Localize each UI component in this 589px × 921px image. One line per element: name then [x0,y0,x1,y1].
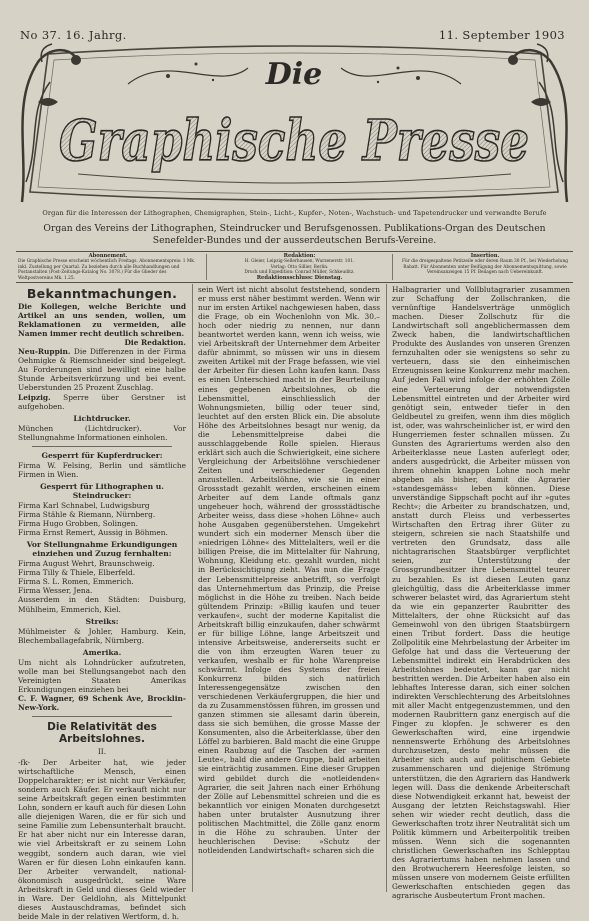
section-lichtdrucker: Lichtdrucker. [73,413,131,423]
column-3 [392,285,570,901]
text-neu-ruppin: Die Differenzen in der Firma Oehmigke & Riemschneider sind beigelegt. Au Forderungen sind bewilligt eine halbe Stunde Arbeitsverkürzung und bei event. Ueberstunden 25 Prozent Zuschlag. [18,347,186,393]
organ-association: Organ des Vereins der Lithographen, Steindrucker und Berufsgenossen. Publikations-Organ des Deutschen Senefelder-Bundes und der ausserdeutschen Berufs-Vereine. [43,223,546,246]
amerika-contact: C. F. Wagner, 69 Schenk Ave, Brocklin-New-York. [18,693,186,712]
gesperrt-litho-list [18,501,186,537]
article-body-col2: sein Wert ist nicht absolut feststehend, sondern er muss erst näher bestimmt werden. Wenn wir nur im ersten Artikel nachgewiesen haben, dass die Frage, ob ein Wochenlohn von Mk. 30.– hoch oder niedrig zu nennen, nur dann beantwortet werden kann, wenn ich weiss, wie viel Arbeitskraft der Unternehmer dem Arbeiter dafür abnimmt, so müssen wir uns in diesem zweiten Artikel mit der Frage befassen, wie viel der Arbeiter für diesen Lohn kaufen kann. Dass es einen Unterschied macht in der Beurteilung eines gegebenen Arbeitslohnes, ob die Lebensmittel, einschliesslich der Wohnungsmieten, billig oder teuer sind, leuchtet auf den ersten Blick ein. Die absolute Höhe des Arbeitslohnes besagt nur wenig, da die Lebensmittelpreise dabei die ausschlaggebende Rolle spielen. Hieraus erklärt sich auch die Schwierigkeit, eine sichere Vergleichung der Arbeitslöhne verschiedener Zeiten und verschiedener Gegenden anzustellen. Arbeitslöhne, wie sie in einer Grossstadt gezahlt werden, erscheinen einem Arbeiter auf dem Lande oftmals ganz ungeheuer hoch, während der grossstädtische Arbeiter weiss, dass diese »hohen Löhne« auch hohe Ausgaben gegenüberstehen. Umgekehrt wundert sich ein moderner Mensch über die »niedrigen Löhne« des Mittelalters, weil er die billigen Preise, die im Mittelalter für Nahrung, Wohnung, Kleidung etc. gezahlt wurden, nicht in Berücksichtigung zieht. Was nun die Frage der Lebensmittelpreise anbetrifft, so verfolgt das Unternehmertum das Prinzip, die Preise möglichst in die Höhe zu treiben. Nach beide gültendem Prinzip: »Billig kaufen und teuer verkaufen«, sucht der moderne Kapitalist die Arbeitskraft billig einzukaufen, daher schwärmt er für billige Löhne, lange Arbeitszeit und intensive Arbeitsweise, andererseits sucht er die von ihm erzeugten Waren teuer zu verkaufen, weshalb er für hohe Warenpreise schwärmt. Infolge des Systems der freien Konkurrenz bilden sich natürlich Interessengegensätze zwischen den verschiedenen Verkäufergruppen, die hier und da zu Zusammenstössen führen, im grossen und ganzen stimmen sie allesamt darin überein, dass sie sich bemühen, die grosse Masse der Konsumenten, also die Arbeiterklasse, über den Löffel zu barbieren. Bald macht die eine Gruppe einen Raubzug auf die Taschen der »armen Leute«, bald die andere Gruppe, bald arbeiten sie einträchtig zusammen. Eine dieser Gruppen wird gebildet durch die »notleidenden« Agrarier, die seit Jahren nach einer Erhöhung der Zölle auf Lebensmittel schreien und die es bekanntlich vor einigen Monaten durchgesetzt haben unter brutalster Ausnutzung ihrer politischen Machtmittel, die Zölle ganz enorm in die Höhe zu schrauben. Unter der heuchlerischen Devise: »Schutz der notleidenden Landwirtschaft« scharen sich die [198,285,380,855]
article-body-col1: -fk- Der Arbeiter hat, wie jeder wirtschaftliche Mensch, einen Doppelcharakter; er ist nicht nur Verkäufer, sondern auch Käufer. Er verkauft nicht nur seine Arbeitskraft gegen einen bestimmten Lohn, sondern er kauft auch für diesen Lohn alle diejenigen Waren, die er für sich und seine Familie zum Lebensunterhalt braucht. Er hat aber nicht nur ein Interesse daran, wie viel Arbeitskraft er zu seinem Lohn weggibt, sondern auch daran, wie viel Waren er für diesen Lohn einkaufen kann. Der Arbeiter verwandelt, national-ökonomisch ausgedrückt, seine Ware Arbeitskraft in Geld und dieses Geld wieder in Ware. Der Geldlohn, als Mittelpunkt dieses Austauschdramas, befindet sich beide Male in der relativen Wertform, d. h. [18,758,186,921]
list-item: Firma Wesser, Jena. [18,586,93,596]
place-leipzig: Leipzig. [18,392,51,402]
list-item: Firma Hugo Grobben, Solingen. [18,519,138,529]
masthead-title: Graphische Presse [59,108,529,174]
section-vor-stellungnahme: Vor Stellungnahme Erkundigungen einziehen und Zuzug fernhalten: [26,540,178,559]
notice-neu-ruppin [18,347,186,392]
redaktion-address: H. Gleier, Leipzig-Sellerhausen, Wurzenerstr. 101. [244,259,355,265]
insertion-box [399,254,571,280]
organ-subtitle: Organ für die Interessen der Lithographen, Chemigraphen, Stein-, Licht-, Kupfer-, Noten-, Wachstuch- und Tapetendrucker und verwandte Berufe [42,209,547,217]
issue-date: 11. September 1903 [438,28,565,42]
notice-intro-sign: Die Redaktion. [124,338,186,348]
issue-line [20,28,565,42]
column-2 [198,285,380,895]
list-item: Firma Karl Schnabel, Ludwigsburg [18,500,150,510]
article-title: Die Relativität des Arbeitslohnes. [47,721,157,746]
abonnement-title: Abonnement. [88,253,128,259]
column-1 [18,285,186,921]
ornament-swirl-left [128,68,248,84]
section-amerika: Amerika. [82,647,122,657]
redaktion-box [206,254,393,280]
place-neu-ruppin: Neu-Ruppin. [18,347,71,357]
ausserdem-staedte: Ausserdem in den Städten: Duisburg, Mühlheim, Emmerich, Kiel. [18,595,186,614]
notice-muenchen: München (Lichtdrucker). Vor Stellungnahme Informationen einholen. [18,423,186,442]
insertion-title: Insertion. [470,253,500,259]
section-heading-bekanntmachungen: Bekanntmachungen. [26,286,178,301]
column-divider [192,284,193,892]
text-leipzig: Sperre über Gerstner ist aufgehoben. [18,392,186,411]
divider [32,716,172,717]
article-body-col3: Halbagrarier und Vollblutagrarier zusammen zur Schaffung der Zollschranken, die vernünftige Handelsverträge unmöglich machen. Dieser Zollschutz für die Landwirtschaft soll angeblichermassen dem Zweck haben, die landwirtschaftlichen Produkte des Auslandes von unseren Grenzen fernzuhalten oder sie wenigstens so sehr zu verteuern, dass sie den einheimischen Erzeugnissen keine Konkurrenz mehr machen. Auf jeden Fall wird infolge der erhöhten Zölle eine Verteuerung der notwendigsten Lebensmittel eintreten und der Arbeiter wird genötigt sein, entweder tiefer in den Geldbeutel zu greifen, wenn ihm dies möglich ist, oder, was wahrscheinlicher ist, er wird den Hungerriemen fester schnallen müssen. Zu Gunsten des Agrariertums werden also den Arbeiterklasse neue Lasten auferlegt oder, anders ausgedrückt, die Arbeiter müssen von ihrem ohnehin knappen Lohne noch mehr abgeben als bisher, damit die Agrarier »standesgemäss« leben können. Diese unverständige Sippschaft pocht auf ihr »gutes Recht«; die Arbeiter zu brandschatzen, und, anstatt durch Fleiss und verbessertes Wirtschaften den Ertrag ihrer Güter zu steigern, schreien sie nach Staatshilfe und vertreten den Grundsatz, dass alle nichtagrarischen Staatsbürger verpflichtet seien, zur Unterstützung der Grossgrundbesitzer ihre Lebensmittel teurer zu bezahlen. Es ist diesen Leuten ganz gleichgültig, dass die Arbeiterklasse immer schwerer belastet wird, das Agrariertum steht da wie ein gepanzerter Raubritter des Mittelalters, der ohne Rücksicht auf das Gemeinwohl von den übrigen Staatsbürgern einen Tribut fordert. Dass die heutige Zollpolitik eine Mehrbelastung der Arbeiter im Gefolge hat und dass die Verteuerung der Lebensmittel indirekt ein Herabdrücken des Arbeitslohnes bedeutet, kann gar nicht bestritten werden. Die Arbeiter haben also ein lebhaftes Interesse daran, sich einer solchen indirekten Verschlechterung des Arbeitslohnes mit aller Macht entgegenzustemmen, und den modernen Raubrittern ganz energisch auf die Finger zu klopfen. Je schwerer es den Gewerkschaften wird, eine irgendwie nennenswerte Erhöhung des Arbeitslohnes durchzusetzen, desto mehr müssen die Arbeiter sich auch auf politischem Gebiete zusammenscharen und diejenige Strömung unterstützen, die den Agrariern das Handwerk legen will. Dass die denkende Arbeiterschaft diese Notwendigkeit erkannt hat, beweist der Ausgang der letzten Reichstagswahl. Hier sehen wir wieder recht deutlich, dass die Gewerkschaften trotz ihrer Neutralität sich um Politik kümmern und Arbeiterpolitik treiben müssen. Wenn sich die sogenannten christlichen Gewerkschaften ins Schlepptau des Agrariertums haben nehmen lassen und den Brotwucherern Heeresfolge leisten, so müssen unsere von modernem Geiste erfüllten Gewerkschaften entschieden gegen das agrarische Ausbeutertum Front machen. [392,285,570,901]
redaktion-title: Redaktion: [283,253,316,259]
list-item: Firma Stähle & Riemann, Nürnberg. [18,510,156,520]
info-bar [16,251,573,283]
vor-stellungnahme-list [18,559,186,595]
list-item: Firma Tilly & Thiele, Elberfeld. [18,568,136,578]
redaktion-verlag: Verlag: Otto Sillier, Berlin. [270,264,329,270]
abonnement-text: Die Graphische Presse erscheint wöchentlich Freitags. Abonnementspreis: 1 Mk. inkl. Zustellung per Quartal. Zu beziehen durch alle Buchhandlungen und Postanstalten (Post-Zeitungs-Katalog No. 3078.) Für die Glieder des Weltpostvereins Mk. 1.25. [18,259,196,281]
section-gesperrt-litho: Gesperrt für Lithographen u. Steindrucker: [40,481,164,500]
notice-leipzig [18,393,186,411]
article-part: II. [97,747,107,757]
masthead [18,42,571,206]
streiks-text: Mühlmeister & Johler, Hamburg. Kein, Blechemballagefabrik, Nürnberg. [18,626,186,645]
list-item: Firma S. L. Romen, Emmerich. [18,577,134,587]
divider [32,446,172,447]
section-gesperrt-kupfer: Gesperrt für Kupferdrucker: [41,450,163,460]
redaktionsschluss: Redaktionsschluss: Dienstag. [256,274,343,281]
insertion-text: Für die dreigespaltene Petitzeile oder deren Raum 30 Pf., bei Wiederholung Rabatt. Für Abonnenten unter Beifügung der Abonnementsquittung, sowie Vereinsanzeigen 15 Pf. Beilagen nach Uebereinkunft. [402,259,568,276]
ornament-swirl-right [341,68,461,84]
notice-intro: Die Kollegen, welche Berichte und Artikel an uns senden, wollen, um Reklamationen zu vermeiden, alle Namen immer recht deutlich schreiben. [18,302,186,339]
issue-number: No 37. 16. Jahrg. [20,28,127,42]
column-divider [386,284,387,892]
section-streiks: Streiks: [85,616,119,626]
masthead-underline [78,174,511,183]
amerika-text: Um nicht als Lohndrücker aufzutreten, wolle man bei Stellungsangebot nach den Vereinigten Staaten Amerikas Erkundigungen einziehen bei [18,657,186,694]
list-item: Firma Ernst Remert, Aussig in Böhmen. [18,528,168,538]
list-item: Firma August Wehrt, Braunschweig. [18,559,155,569]
masthead-die: Die [265,57,323,92]
abonnement-box [18,254,198,280]
gesperrt-kupfer-text: Firma W. Felsing, Berlin und sämtliche Firmen in Wien. [18,460,186,479]
redaktion-druck: Druck und Expedition: Conrad Müller, Schkeuditz. [244,270,355,276]
